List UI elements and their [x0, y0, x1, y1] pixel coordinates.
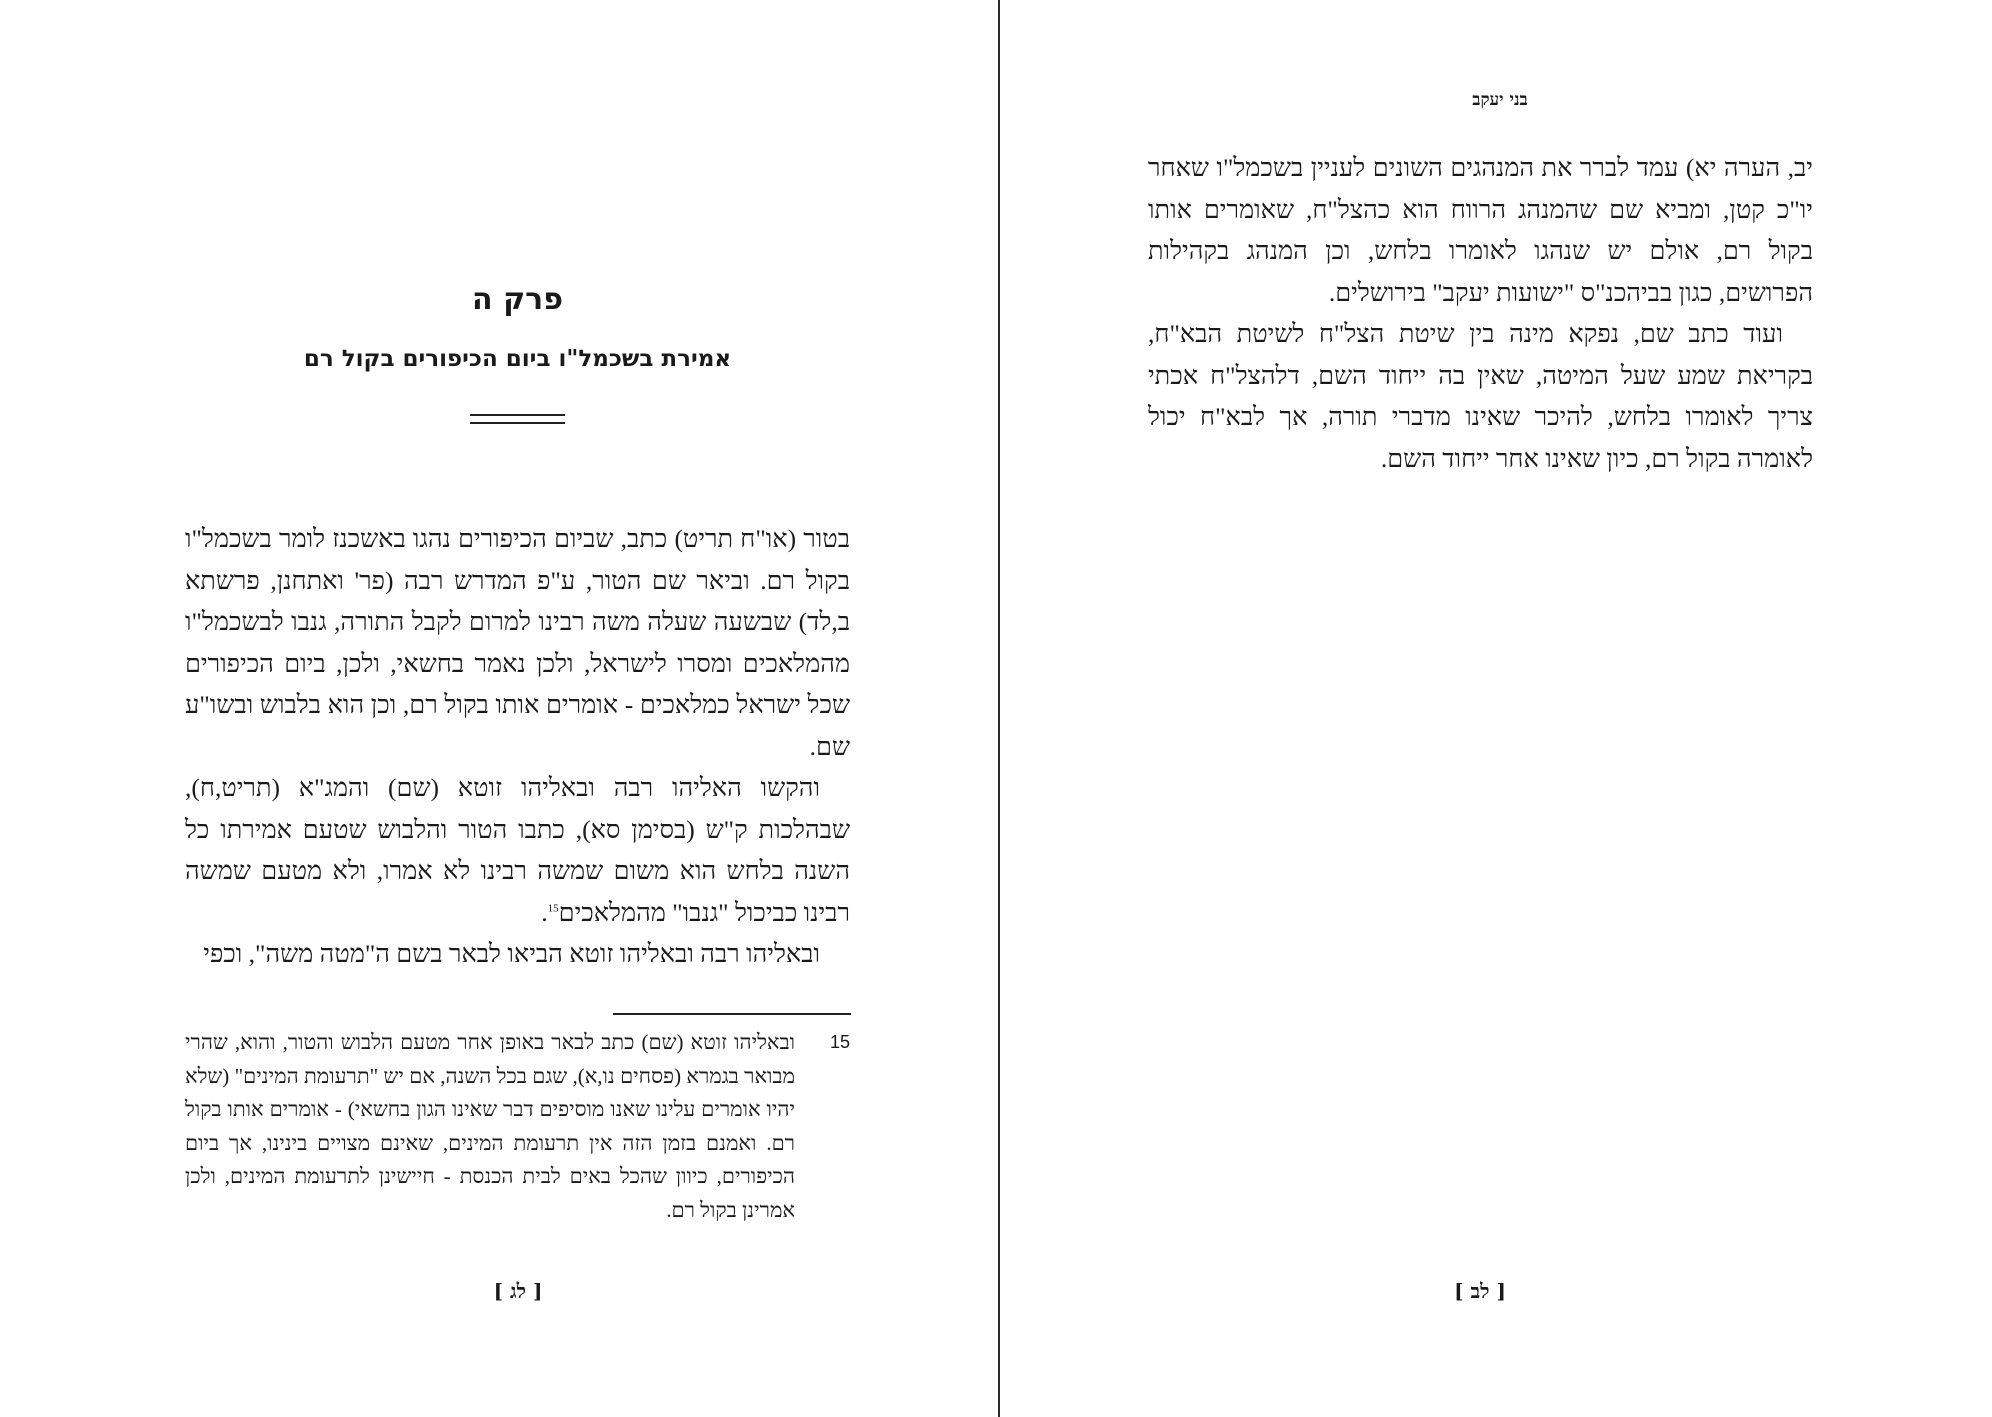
paragraph: [185, 767, 850, 933]
footnote-separator: [613, 1013, 851, 1015]
page-number: [ לב ]: [1454, 1279, 1506, 1303]
paragraph: בטור (או"ח תריט) כתב, שביום הכיפורים נהגו באשכנז לומר בשכמל"ו בקול רם. וביאר שם הטור, ע"פ המדרש רבה (פר' ואתחנן, פרשתא ב,לד) שבשעה שעלה משה רבינו למרום לקבל התורה, גנבו לבשכמל"ו מהמלאכים ומסרו לישראל, ולכן נאמר בחשאי, ולכן, ביום הכיפורים שכל ישראל כמלאכים - אומרים אותו בקול רם, וכן הוא בלבוש ובשו"ע שם.: [185, 524, 850, 761]
chapter-number: פרק ה: [472, 282, 563, 317]
left-body-text: [185, 518, 850, 975]
paragraph: ובאליהו רבה ובאליהו זוטא הביאו לבאר בשם ה"מטה משה", וכפי: [203, 939, 820, 968]
footnote-reference[interactable]: 15: [547, 902, 559, 914]
paragraph: ועוד כתב שם, נפקא מינה בין שיטת הצל"ח לשיטת הבא"ח, בקריאת שמע שעל המיטה, שאין בה ייחוד השם, דלהצל"ח אכתי צריך לאומרו בלחש, להיכר שאינו מדברי תורה, אך לבא"ח יכול לאומרה בקול רם, כיון שאינו אחר ייחוד השם.: [1148, 319, 1813, 473]
paragraph: יב, הערה יא) עמד לברר את המנהגים השונים לעניין בשכמל"ו שאחר יו"כ קטן, ומביא שם שהמנהג הרווח הוא כהצל"ח, שאומרים אותו בקול רם, אולם יש שנהגו לאומרו בלחש, וכן המנהג בקהילות הפרושים, כגון בביהכנ"ס "ישועות יעקב" בירושלים.: [1148, 153, 1813, 307]
footnote-text: ובאליהו זוטא (שם) כתב לבאר באופן אחר מטעם הלבוש והטור, והוא, שהרי מבואר בגמרא (פסחים נו,א), שגם בכל השנה, אם יש "תרעומת המינים" (שלא יהיו אומרים עלינו שאנו מוסיפים דבר שאינו הגון בחשאי) - אומרים אותו בקול רם. ואמנם בזמן הזה אין תרעומת המינים, שאינם מצויים בינינו, אך ביום הכיפורים, כיוון שהכל באים לבית הכנסת - חיישינן לתרעומת המינים, ולכן אמרינן בקול רם.: [185, 1030, 795, 1222]
footnote-number: 15: [829, 1032, 850, 1052]
running-head: בני יעקב: [1472, 90, 1528, 110]
chapter-divider: [470, 414, 565, 424]
footnote: [185, 1026, 850, 1227]
paragraph-end: .: [541, 897, 548, 927]
page-number: [ לג ]: [493, 1279, 543, 1303]
chapter-title: אמירת בשכמל"ו ביום הכיפורים בקול רם: [303, 346, 732, 372]
right-body-text: [1148, 147, 1813, 479]
paragraph-text: והקשו האליהו רבה ובאליהו זוטא (שם) והמג"א (תריט,ח), שבהלכות ק"ש (בסימן סא), כתבו הטור והלבוש שטעם אמירתו כל השנה בלחש הוא משום שמשה רבינו לא אמרו, ולא מטעם שמשה רבינו כביכול "גנבו" מהמלאכים: [185, 773, 850, 927]
